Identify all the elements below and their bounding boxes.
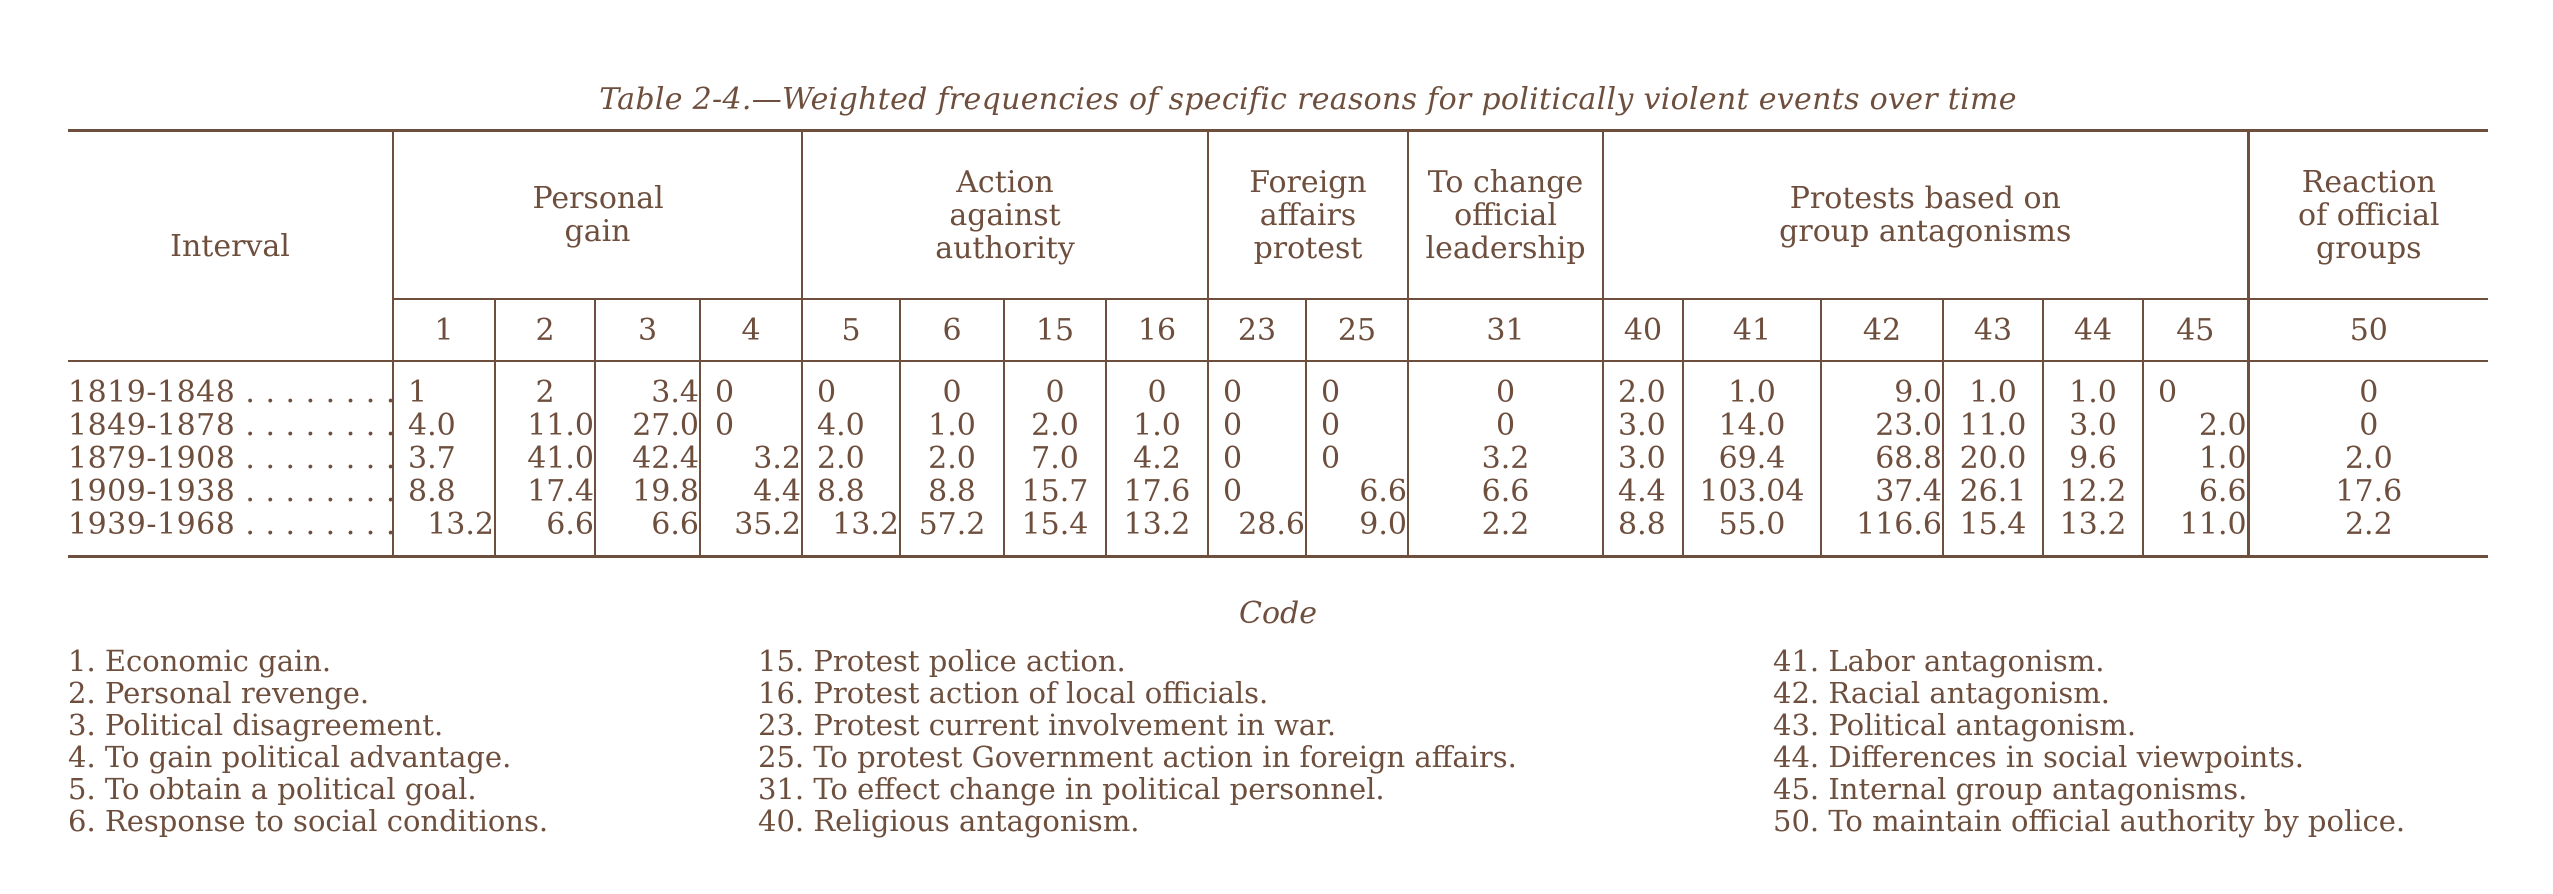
legend-column (758, 645, 1773, 837)
value-cell: 2.0 (1603, 376, 1683, 409)
legend-column (68, 645, 758, 837)
code-header: 6 (900, 299, 1004, 361)
value-cell: 0 (700, 409, 802, 442)
value-cell: 9.0 (1821, 376, 1943, 409)
value-cell: 2.0 (2143, 409, 2248, 442)
legend-item: 50. To maintain official authority by police. (1773, 804, 2406, 838)
document-page (68, 82, 2488, 837)
value-cell: 0 (1306, 409, 1408, 442)
code-header: 4 (700, 299, 802, 361)
code-header: 43 (1943, 299, 2043, 361)
value-cell: 9.0 (1306, 508, 1408, 541)
legend-item: 43. Political antagonism. (1773, 708, 2137, 742)
value-cell: 6.6 (1408, 475, 1603, 508)
legend-item: 6. Response to social conditions. (68, 804, 549, 838)
value-cell: 0 (700, 376, 802, 409)
code-header: 31 (1408, 299, 1603, 361)
group-antagonisms-header: Protests based on group antagonisms (1603, 131, 2248, 300)
value-cell: 13.2 (1106, 508, 1208, 541)
interval-cell: 1879-1908 . . . . . . . . (68, 441, 396, 476)
value-cell: 4.2 (1106, 442, 1208, 475)
value-cell: 0 (1306, 376, 1408, 409)
value-cell: 0 (1208, 475, 1306, 508)
value-cell: 3.2 (1408, 442, 1603, 475)
value-cell: 1.0 (2143, 442, 2248, 475)
table-row (68, 376, 2488, 409)
value-cell: 0 (2248, 376, 2488, 409)
value-cell: 2 (495, 376, 595, 409)
value-cell: 12.2 (2043, 475, 2143, 508)
code-header: 44 (2043, 299, 2143, 361)
value-cell: 42.4 (595, 442, 700, 475)
value-cell: 37.4 (1821, 475, 1943, 508)
interval-cell: 1849-1878 . . . . . . . . (68, 408, 396, 443)
value-cell: 23.0 (1821, 409, 1943, 442)
value-cell: 69.4 (1683, 442, 1821, 475)
code-header: 16 (1106, 299, 1208, 361)
legend-column (1773, 645, 2488, 837)
code-header: 41 (1683, 299, 1821, 361)
value-cell: 4.4 (700, 475, 802, 508)
code-header: 23 (1208, 299, 1306, 361)
value-cell: 0 (1408, 376, 1603, 409)
value-cell: 8.8 (1603, 508, 1683, 541)
code-header: 15 (1004, 299, 1106, 361)
value-cell: 14.0 (1683, 409, 1821, 442)
value-cell: 3.7 (393, 442, 495, 475)
value-cell: 11.0 (1943, 409, 2043, 442)
value-cell: 20.0 (1943, 442, 2043, 475)
value-cell: 7.0 (1004, 442, 1106, 475)
code-header: 25 (1306, 299, 1408, 361)
value-cell: 15.4 (1943, 508, 2043, 541)
value-cell: 1.0 (2043, 376, 2143, 409)
value-cell: 3.2 (700, 442, 802, 475)
legend-item: 16. Protest action of local officials. (758, 676, 1269, 710)
value-cell: 13.2 (802, 508, 900, 541)
value-cell: 2.2 (1408, 508, 1603, 541)
legend-item: 44. Differences in social viewpoints. (1773, 740, 2305, 774)
code-header: 2 (495, 299, 595, 361)
value-cell: 19.8 (595, 475, 700, 508)
value-cell: 4.4 (1603, 475, 1683, 508)
value-cell: 0 (900, 376, 1004, 409)
legend-item: 40. Religious antagonism. (758, 804, 1140, 838)
legend-item: 15. Protest police action. (758, 644, 1126, 678)
code-header: 40 (1603, 299, 1683, 361)
value-cell: 3.4 (595, 376, 700, 409)
value-cell: 15.7 (1004, 475, 1106, 508)
value-cell: 0 (802, 376, 900, 409)
table-row (68, 508, 2488, 541)
legend-item: 4. To gain political advantage. (68, 740, 512, 774)
value-cell: 0 (1306, 442, 1408, 475)
value-cell: 1 (393, 376, 495, 409)
value-cell: 26.1 (1943, 475, 2043, 508)
reaction-official-groups-header: Reaction of official groups (2248, 131, 2488, 300)
value-cell: 41.0 (495, 442, 595, 475)
code-header: 50 (2248, 299, 2488, 361)
value-cell: 2.2 (2248, 508, 2488, 541)
value-cell: 4.0 (802, 409, 900, 442)
legend-item: 23. Protest current involvement in war. (758, 708, 1337, 742)
value-cell: 8.8 (802, 475, 900, 508)
value-cell: 68.8 (1821, 442, 1943, 475)
value-cell: 0 (1004, 376, 1106, 409)
table-row (68, 475, 2488, 508)
value-cell: 2.0 (802, 442, 900, 475)
personal-gain-header: Personal gain (393, 131, 802, 300)
legend-item: 42. Racial antagonism. (1773, 676, 2110, 710)
value-cell: 0 (2248, 409, 2488, 442)
legend-item: 25. To protest Government action in foreign affairs. (758, 740, 1517, 774)
value-cell: 0 (2143, 376, 2248, 409)
value-cell: 55.0 (1683, 508, 1821, 541)
table-title: Table 2-4.—Weighted frequencies of specific reasons for politically violent events over time (599, 82, 2017, 117)
legend-item: 45. Internal group antagonisms. (1773, 772, 2248, 806)
value-cell: 2.0 (900, 442, 1004, 475)
value-cell: 1.0 (1943, 376, 2043, 409)
code-header: 5 (802, 299, 900, 361)
value-cell: 4.0 (393, 409, 495, 442)
value-cell: 3.0 (1603, 442, 1683, 475)
value-cell: 13.2 (393, 508, 495, 541)
value-cell: 103.04 (1683, 475, 1821, 508)
legend-item: 2. Personal revenge. (68, 676, 370, 710)
interval-cell: 1819-1848 . . . . . . . . (68, 375, 396, 410)
value-cell: 6.6 (2143, 475, 2248, 508)
value-cell: 0 (1106, 376, 1208, 409)
interval-header: Interval (68, 131, 393, 362)
value-cell: 3.0 (1603, 409, 1683, 442)
value-cell: 2.0 (2248, 442, 2488, 475)
value-cell: 1.0 (900, 409, 1004, 442)
value-cell: 15.4 (1004, 508, 1106, 541)
value-cell: 0 (1408, 409, 1603, 442)
legend-item: 41. Labor antagonism. (1773, 644, 2105, 678)
value-cell: 0 (1208, 409, 1306, 442)
value-cell: 17.4 (495, 475, 595, 508)
code-legend-title: Code (1239, 596, 1317, 631)
legend-item: 5. To obtain a political goal. (68, 772, 477, 806)
change-leadership-header: To change official leadership (1408, 131, 1603, 300)
value-cell: 8.8 (393, 475, 495, 508)
value-cell: 27.0 (595, 409, 700, 442)
value-cell: 8.8 (900, 475, 1004, 508)
value-cell: 57.2 (900, 508, 1004, 541)
value-cell: 28.6 (1208, 508, 1306, 541)
value-cell: 0 (1208, 442, 1306, 475)
value-cell: 2.0 (1004, 409, 1106, 442)
value-cell: 17.6 (2248, 475, 2488, 508)
legend-item: 3. Political disagreement. (68, 708, 444, 742)
value-cell: 6.6 (595, 508, 700, 541)
value-cell: 116.6 (1821, 508, 1943, 541)
table-row (68, 442, 2488, 475)
value-cell: 11.0 (495, 409, 595, 442)
foreign-affairs-protest-header: Foreign affairs protest (1208, 131, 1408, 300)
action-against-authority-header: Action against authority (802, 131, 1208, 300)
value-cell: 6.6 (495, 508, 595, 541)
value-cell: 13.2 (2043, 508, 2143, 541)
code-header: 42 (1821, 299, 1943, 361)
value-cell: 1.0 (1106, 409, 1208, 442)
value-cell: 35.2 (700, 508, 802, 541)
value-cell: 0 (1208, 376, 1306, 409)
legend-item: 1. Economic gain. (68, 644, 332, 678)
code-header: 3 (595, 299, 700, 361)
code-legend (68, 645, 2488, 837)
interval-cell: 1939-1968 . . . . . . . . (68, 507, 396, 542)
legend-item: 31. To effect change in political personnel. (758, 772, 1385, 806)
value-cell: 9.6 (2043, 442, 2143, 475)
table-row (68, 409, 2488, 442)
value-cell: 1.0 (1683, 376, 1821, 409)
value-cell: 17.6 (1106, 475, 1208, 508)
code-header: 1 (393, 299, 495, 361)
frequency-table (68, 129, 2488, 558)
code-header: 45 (2143, 299, 2248, 361)
interval-cell: 1909-1938 . . . . . . . . (68, 474, 396, 509)
value-cell: 3.0 (2043, 409, 2143, 442)
value-cell: 11.0 (2143, 508, 2248, 541)
value-cell: 6.6 (1306, 475, 1408, 508)
